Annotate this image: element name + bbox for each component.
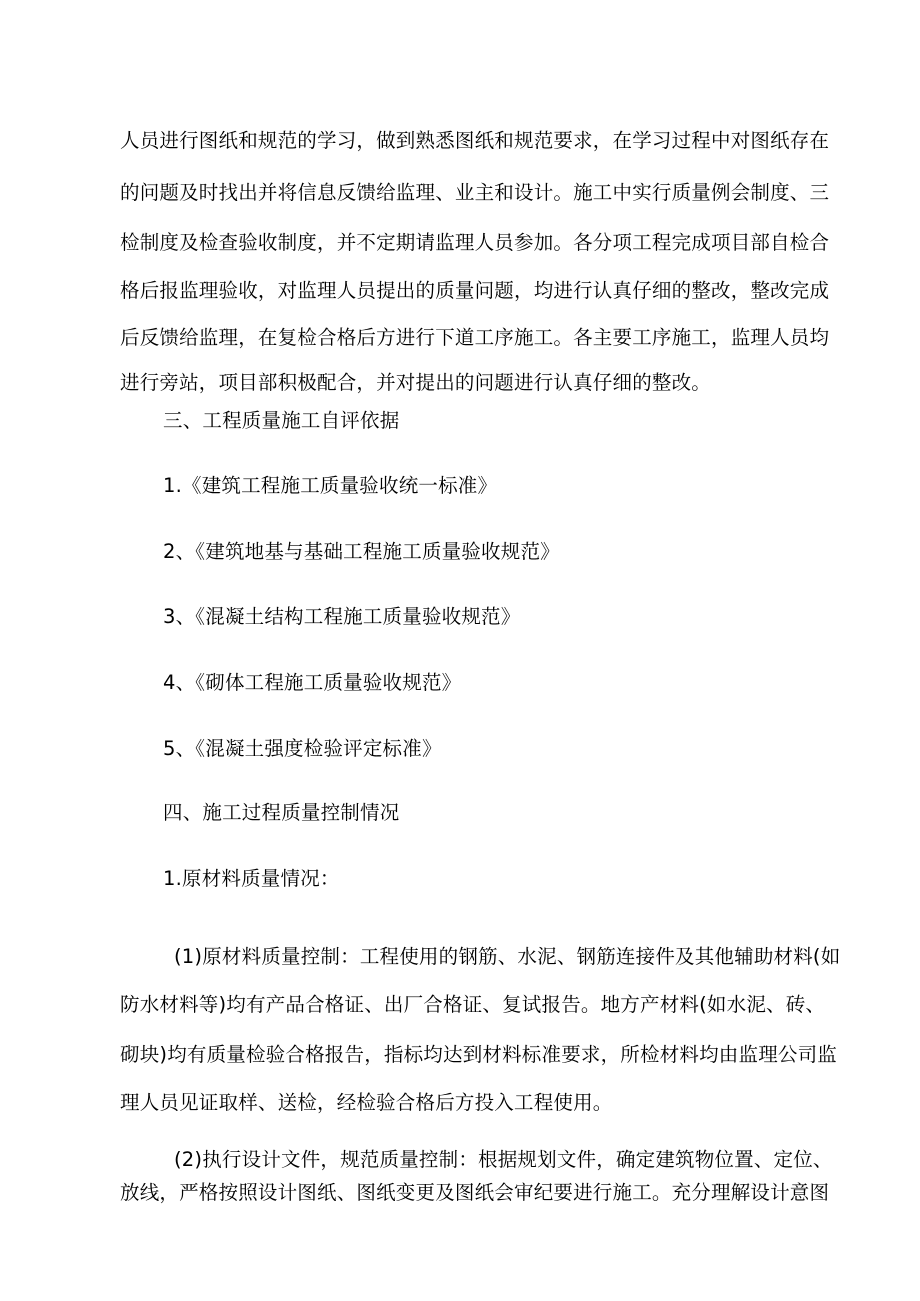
- body-text-line: 进行旁站，项目部积极配合，并对提出的问题进行认真仔细的整改。: [120, 371, 712, 394]
- body-text-line: 理人员见证取样、送检，经检验合格后方投入工程使用。: [120, 1091, 613, 1114]
- body-text-line: 放线，严格按照设计图纸、图纸变更及图纸会审纪要进行施工。充分理解设计意图: [120, 1181, 830, 1204]
- body-text-line: (2)执行设计文件，规范质量控制：根据规划文件，确定建筑物位置、定位、: [174, 1148, 833, 1171]
- body-text-line: 格后报监理验收，对监理人员提出的质量问题，均进行认真仔细的整改，整改完成: [120, 279, 830, 302]
- body-text-line: 的问题及时找出并将信息反馈给监理、业主和设计。施工中实行质量例会制度、三: [120, 181, 830, 204]
- standard-item: 3、《混凝土结构工程施工质量验收规范》: [163, 605, 521, 628]
- section-heading: 四、施工过程质量控制情况: [163, 801, 400, 824]
- standard-item: 4、《砌体工程施工质量验收规范》: [163, 671, 462, 694]
- body-text-line: (1)原材料质量控制：工程使用的钢筋、水泥、钢筋连接件及其他辅助材料(如: [174, 945, 841, 968]
- body-text-line: 人员进行图纸和规范的学习，做到熟悉图纸和规范要求，在学习过程中对图纸存在: [120, 129, 830, 152]
- body-text-line: 砌块)均有质量检验合格报告，指标均达到材料标准要求，所检材料均由监理公司监: [120, 1043, 838, 1066]
- standard-item: 1.《建筑工程施工质量验收统一标准》: [163, 474, 498, 497]
- body-text-line: 防水材料等)均有产品合格证、出厂合格证、复试报告。地方产材料(如水泥、砖、: [120, 993, 826, 1016]
- body-text-line: 检制度及检查验收制度，并不定期请监理人员参加。各分项工程完成项目部自检合: [120, 231, 830, 254]
- standard-item: 2、《建筑地基与基础工程施工质量验收规范》: [163, 540, 560, 563]
- section-heading: 三、工程质量施工自评依据: [163, 409, 400, 432]
- standard-item: 5、《混凝土强度检验评定标准》: [163, 737, 442, 760]
- subsection-heading: 1.原材料质量情况：: [163, 867, 340, 890]
- body-text-line: 后反馈给监理，在复检合格后方进行下道工序施工。各主要工序施工，监理人员均: [120, 326, 830, 349]
